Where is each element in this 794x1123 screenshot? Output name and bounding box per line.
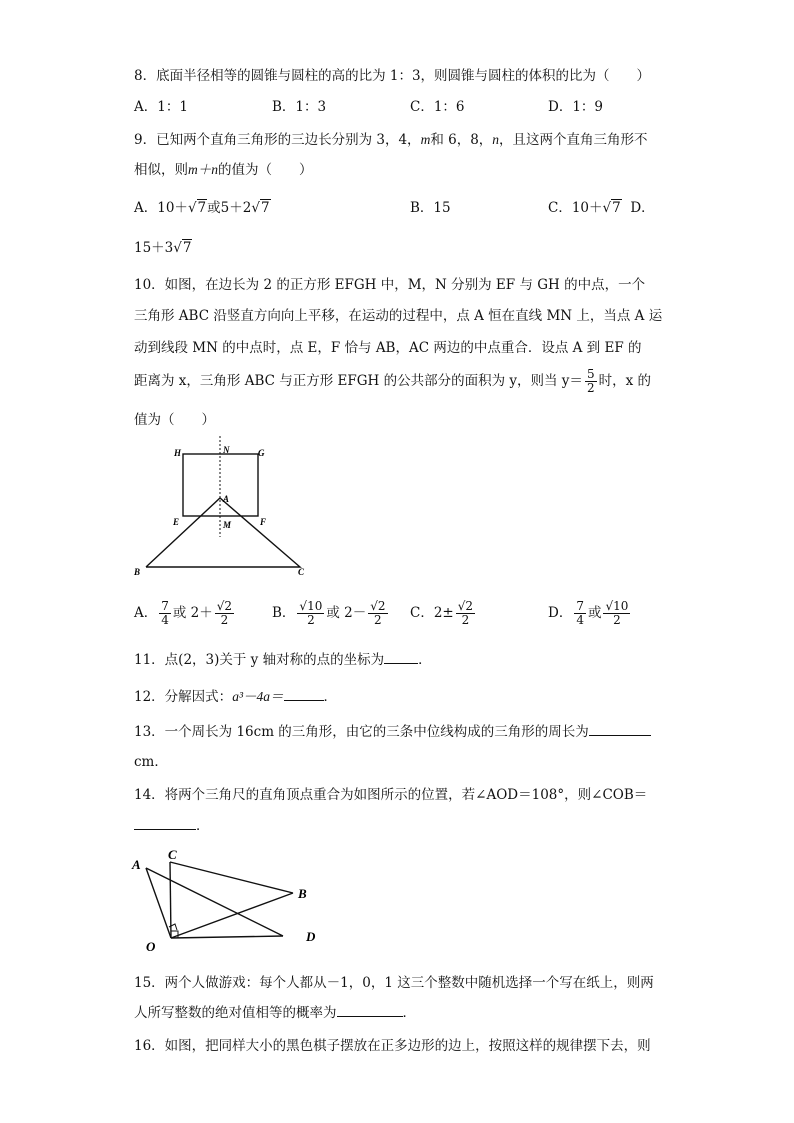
q14-line1: 14．将两个三角尺的直角顶点重合为如图所示的位置，若∠AOD＝108°，则∠COB＝ <box>134 787 648 803</box>
fig10-label-g: G <box>258 448 265 458</box>
q15-line1: 15．两个人做游戏：每个人都从－1，0，1 这三个整数中随机选择一个写在纸上，则两 <box>134 975 654 991</box>
q8-option-c: C．1：6 <box>410 99 465 115</box>
q8-option-a: A．1：1 <box>134 99 188 115</box>
q13-line2: cm． <box>134 754 168 770</box>
fig10-label-f: F <box>260 517 267 527</box>
q14-figure <box>128 843 328 953</box>
q9-option-d: 15＋3√7 <box>134 240 192 256</box>
q14-answer-blank[interactable] <box>134 829 196 830</box>
fig10-label-a: A <box>223 494 230 504</box>
q10-option-c: C．2± $\frac{√2}{2}$ <box>410 599 474 627</box>
fig10-label-e: E <box>173 517 180 527</box>
q11-stem: 11．点(2，3)关于 y 轴对称的点的坐标为 ． <box>134 652 432 668</box>
q10-line3: 动到线段 MN 的中点时，点 E，F 恰与 AB，AC 两边的中点重合．设点 A 到 EF 的 <box>134 340 642 356</box>
fig10-label-c: C <box>298 567 305 577</box>
q15-answer-blank[interactable] <box>337 1016 403 1017</box>
q9-stem-line1: 9．已知两个直角三角形的三边长分别为 3，4，m和 6，8，n，且这两个直角三角形不 <box>134 132 648 148</box>
q10-line5: 值为（ ） <box>134 412 215 428</box>
q8-stem: 8．底面半径相等的圆锥与圆柱的高的比为 1：3，则圆锥与圆柱的体积的比为（ ） <box>134 68 651 84</box>
q10-line1: 10．如图，在边长为 2 的正方形 EFGH 中，M，N 分别为 EF 与 GH 的中点，一个 <box>134 277 646 293</box>
q9-option-a: A．10＋√7或5＋2√7 <box>134 200 270 216</box>
q10-figure <box>128 432 328 582</box>
q9-stem-line2: 相似，则m＋n的值为（ ） <box>134 162 313 178</box>
q14-line2: ． <box>134 816 210 836</box>
fig14-label-d: D <box>306 929 316 944</box>
q10-line4: 距离为 x，三角形 ABC 与正方形 EFGH 的公共部分的面积为 y，则当 y＝ $\frac{5}{2}$ 时，x 的 <box>134 367 651 395</box>
q8-option-b: B．1：3 <box>272 99 327 115</box>
fig10-label-m: M <box>223 520 232 530</box>
fig10-label-h: H <box>174 448 182 458</box>
q12-answer-blank[interactable] <box>284 700 324 701</box>
q12-stem: 12．分解因式：a³－4a＝ ． <box>134 689 337 705</box>
q13-answer-blank[interactable] <box>589 735 651 736</box>
q9-option-c: C．10＋√7 D． <box>548 200 655 216</box>
q10-fraction: $\frac{5}{2}$ <box>586 367 595 395</box>
fig14-label-o: O <box>146 939 156 953</box>
q10-line2: 三角形 ABC 沿竖直方向向上平移，在运动的过程中，点 A 恒在直线 MN 上，当点 A 运 <box>134 308 663 324</box>
q16-line1: 16．如图，把同样大小的黑色棋子摆放在正多边形的边上，按照这样的规律摆下去，则 <box>134 1038 651 1054</box>
q15-line2: 人所写整数的绝对值相等的概率为 ． <box>134 1005 416 1021</box>
q11-answer-blank[interactable] <box>384 663 418 664</box>
fig14-label-c: C <box>168 847 177 862</box>
q8-option-d: D．1：9 <box>548 99 604 115</box>
q10-option-b: B． $\frac{√10}{2}$ 或 2－ $\frac{√2}{2}$ <box>272 599 386 627</box>
q9-option-b: B．15 <box>410 200 451 216</box>
fig10-label-b: B <box>134 567 141 577</box>
fig10-label-n: N <box>223 445 230 455</box>
q13-line1: 13．一个周长为 16cm 的三角形，由它的三条中位线构成的三角形的周长为 <box>134 722 651 742</box>
q10-option-d: D． $\frac{7}{4}$ 或 $\frac{√10}{2}$ <box>548 599 629 627</box>
q10-option-a: A． $\frac{7}{4}$ 或 2＋ $\frac{√2}{2}$ <box>134 599 233 627</box>
fig14-label-a: A <box>132 857 141 872</box>
fig14-label-b: B <box>298 886 307 901</box>
